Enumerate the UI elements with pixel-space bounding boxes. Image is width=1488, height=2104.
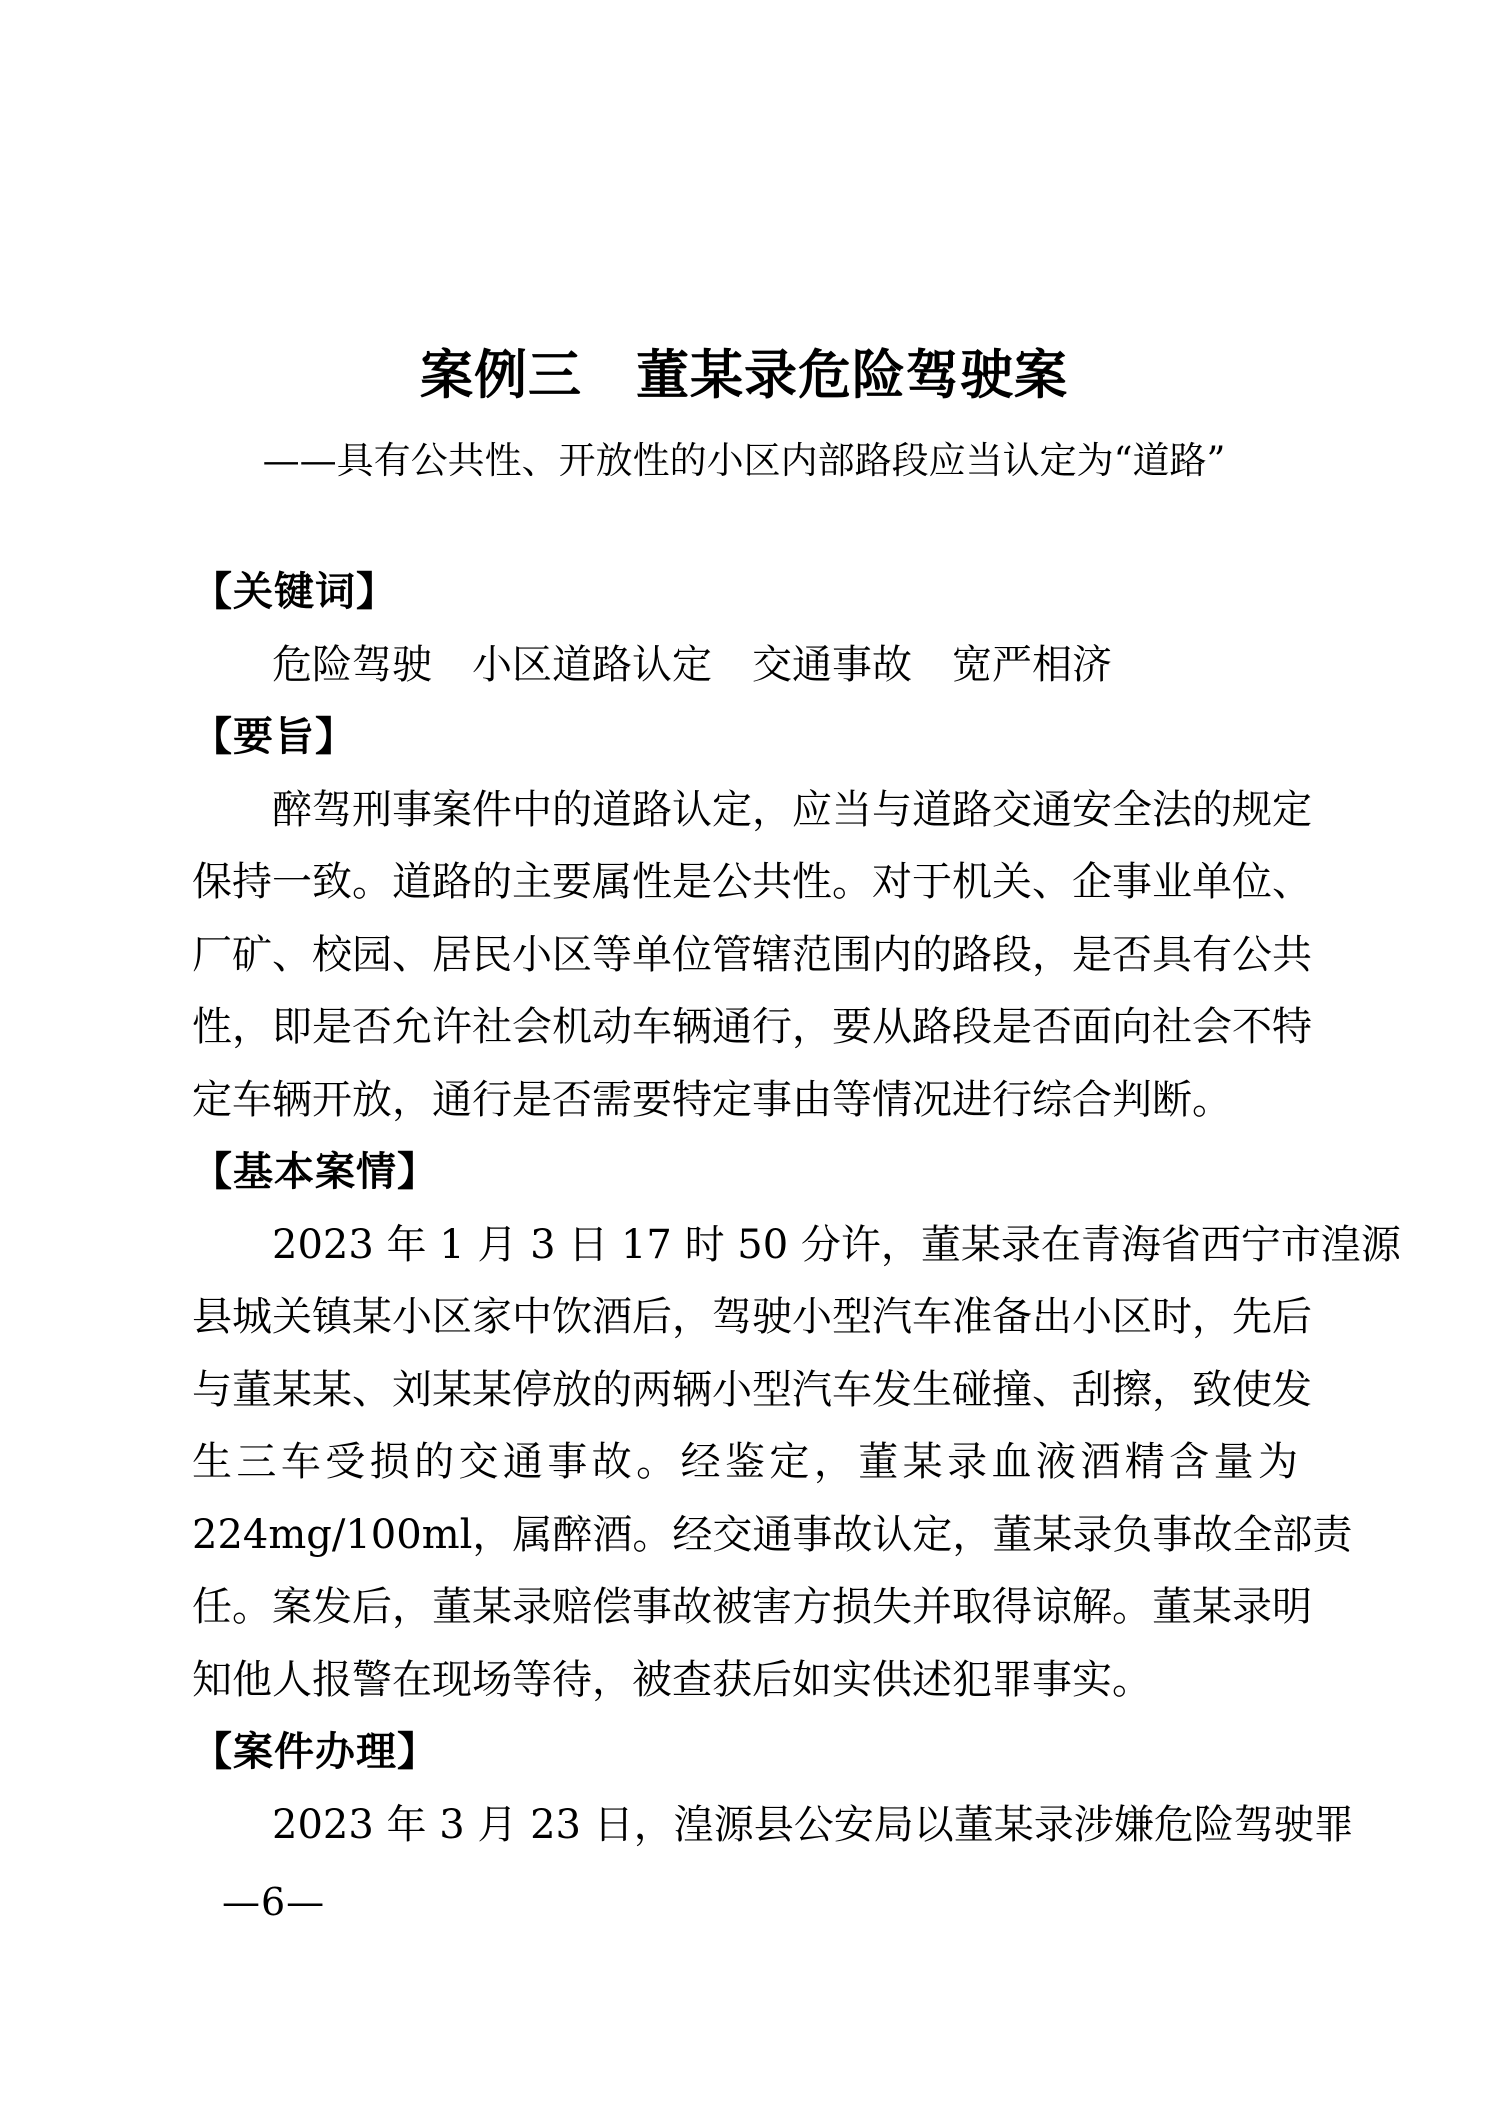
facts-line: 2023 年 1 月 3 日 17 时 50 分许，董某录在青海省西宁市湟源 [272, 1221, 1401, 1268]
page-title: 案例三 董某录危险驾驶案 [420, 344, 1068, 406]
facts-line: 知他人报警在现场等待，被查获后如实供述犯罪事实。 [192, 1656, 1152, 1703]
gist-line: 定车辆开放，通行是否需要特定事由等情况进行综合判断。 [192, 1076, 1232, 1123]
handling-line: 2023 年 3 月 23 日，湟源县公安局以董某录涉嫌危险驾驶罪 [272, 1801, 1354, 1848]
keywords-line: 危险驾驶 小区道路认定 交通事故 宽严相济 [272, 641, 1112, 688]
gist-line: 保持一致。道路的主要属性是公共性。对于机关、企事业单位、 [192, 859, 1312, 905]
section-heading-keywords: 【关键词】 [192, 569, 397, 615]
facts-line: 224mg/100ml，属醉酒。经交通事故认定，董某录负事故全部责 [192, 1511, 1353, 1558]
gist-line: 醉驾刑事案件中的道路认定，应当与道路交通安全法的规定 [272, 786, 1312, 833]
section-heading-gist: 【要旨】 [192, 714, 356, 760]
facts-line: 任。案发后，董某录赔偿事故被害方损失并取得谅解。董某录明 [192, 1584, 1312, 1630]
document-body [192, 556, 1401, 1861]
page-number: —6— [222, 1880, 326, 1924]
facts-line: 生三车受损的交通事故。经鉴定，董某录血液酒精含量为 [192, 1439, 1298, 1485]
facts-line: 与董某某、刘某某停放的两辆小型汽车发生碰撞、刮擦，致使发 [192, 1366, 1312, 1413]
gist-line: 厂矿、校园、居民小区等单位管辖范围内的路段，是否具有公共 [192, 931, 1312, 978]
gist-line: 性，即是否允许社会机动车辆通行，要从路段是否面向社会不特 [192, 1004, 1312, 1050]
facts-line: 县城关镇某小区家中饮酒后，驾驶小型汽车准备出小区时，先后 [192, 1294, 1312, 1340]
section-heading-handling: 【案件办理】 [192, 1729, 438, 1775]
section-heading-facts: 【基本案情】 [192, 1149, 438, 1195]
page-subtitle: ——具有公共性、开放性的小区内部路段应当认定为“道路” [262, 439, 1226, 482]
